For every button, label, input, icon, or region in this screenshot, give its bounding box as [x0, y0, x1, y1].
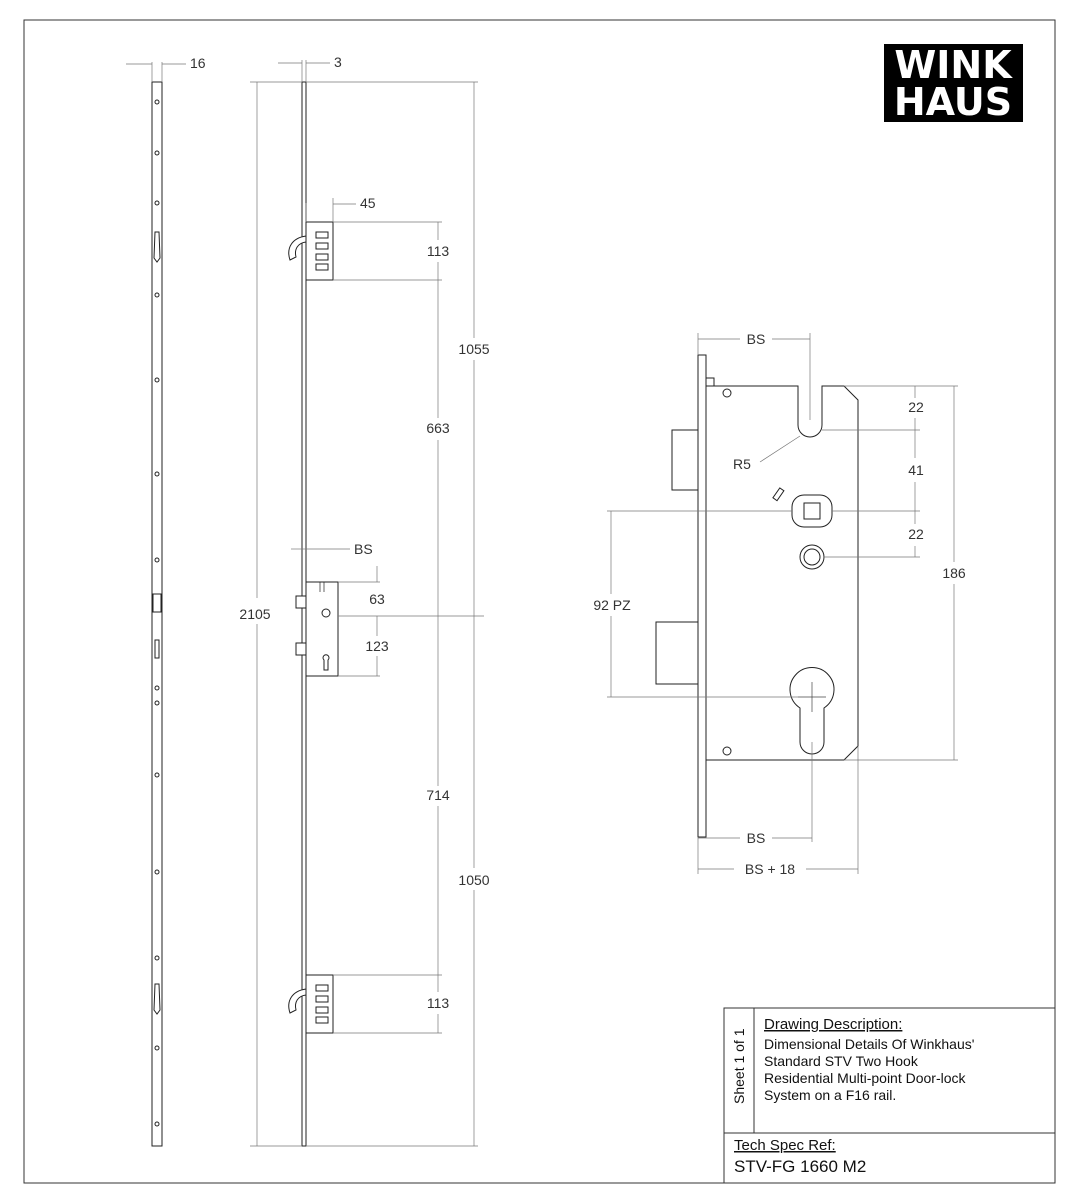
description-label: Drawing Description:: [764, 1016, 903, 1033]
lower-offset-label: 714: [426, 787, 450, 803]
rail-fixing-hole: [155, 100, 159, 104]
rail-fixing-hole: [155, 472, 159, 476]
radius-label: R5: [733, 456, 751, 472]
gear-offset-label: 63: [369, 591, 385, 607]
detail-overall-height-label: 186: [942, 565, 966, 581]
rail-front-view: [126, 55, 206, 1146]
gearbox-case-outline: [706, 386, 858, 760]
gear-backset-label: BS: [354, 541, 373, 557]
rail-width-label: 16: [190, 55, 206, 71]
lower-span-label: 1050: [458, 872, 490, 888]
gearbox-bolt-slot: [155, 640, 159, 658]
rail-fixing-hole: [155, 870, 159, 874]
thickness-label: 3: [334, 54, 342, 70]
rail-fixing-hole: [155, 558, 159, 562]
upper-span-label: 1055: [458, 341, 490, 357]
rail-fixing-hole: [155, 201, 159, 205]
winkhaus-logo: [884, 43, 1023, 124]
detail-backset-plus-label: BS + 18: [744, 861, 796, 877]
rail-fixing-hole: [155, 1046, 159, 1050]
detail-low-dim-label: 22: [908, 526, 924, 542]
description-line: System on a F16 rail.: [764, 1087, 897, 1103]
rail-fixing-hole: [155, 293, 159, 297]
description-line: Dimensional Details Of Winkhaus': [764, 1036, 975, 1052]
rail-fixing-hole: [155, 378, 159, 382]
rail-fixing-hole: [155, 151, 159, 155]
tech-spec-ref-value: STV-FG 1660 M2: [734, 1157, 867, 1176]
bottom-hook-case: [289, 975, 333, 1033]
logo-line-2: HAUS: [893, 80, 1013, 124]
rail-fixing-hole: [155, 1122, 159, 1126]
hook-width-label: 45: [360, 195, 376, 211]
logo-line-1: WINK: [894, 43, 1012, 87]
detail-backset-top-label: BS: [746, 331, 766, 347]
rail-fixing-hole: [155, 773, 159, 777]
gear-height-label: 123: [365, 638, 389, 654]
latch-bolt: [672, 430, 698, 490]
sheet-number: Sheet 1 of 1: [731, 1028, 747, 1104]
top-hook-height-label: 113: [426, 243, 450, 259]
detail-top-dim-label: 22: [908, 399, 924, 415]
rail-fixing-hole: [155, 701, 159, 705]
side-elevation-view: [239, 54, 489, 1146]
detail-backset-bottom-label: BS: [746, 830, 766, 846]
detail-mid-dim-label: 41: [908, 462, 924, 478]
top-hook-slot: [154, 232, 160, 262]
overall-length-label: 2105: [239, 606, 271, 622]
title-block: [724, 1008, 1055, 1183]
tech-spec-ref-label: Tech Spec Ref:: [734, 1137, 836, 1154]
centres-label: 92 PZ: [593, 597, 631, 613]
top-hook-case: [289, 222, 333, 280]
rail-fixing-hole: [155, 686, 159, 690]
gearbox-latch-slot: [153, 594, 161, 612]
gearbox-detail-view: [593, 331, 966, 877]
upper-offset-label: 663: [426, 420, 450, 436]
bottom-hook-height-label: 113: [426, 995, 450, 1011]
description-line: Residential Multi-point Door-lock: [764, 1070, 966, 1086]
dead-bolt: [656, 622, 698, 684]
rail-fixing-hole: [155, 956, 159, 960]
description-line: Standard STV Two Hook: [764, 1053, 918, 1069]
bottom-hook-slot: [154, 984, 160, 1014]
